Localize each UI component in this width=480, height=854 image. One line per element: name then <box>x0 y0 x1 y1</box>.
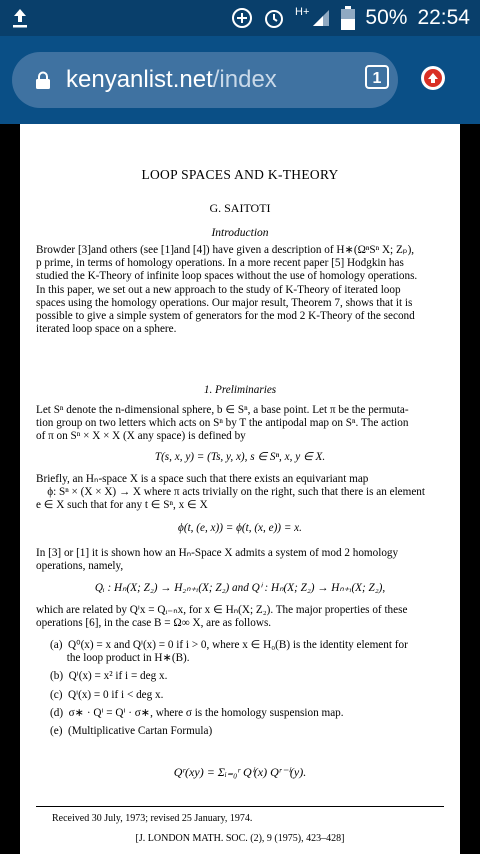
battery-level: 50% <box>365 6 408 29</box>
equation-2: ϕ(t, (e, x)) = ϕ(t, (x, e)) = x. <box>178 522 302 534</box>
text-line: of π on Sⁿ × X × X (X any space) is defined by <box>36 430 246 443</box>
footnote-divider <box>36 806 444 807</box>
text-line: tion group on two letters which acts on Sⁿ by T the antipodal map on Sⁿ. The action <box>36 417 409 430</box>
list-item: (e) (Multiplicative Cartan Formula) <box>50 725 213 738</box>
network-type: H+ <box>295 6 310 18</box>
adblock-button[interactable] <box>421 66 445 90</box>
preliminaries-paragraph <box>36 404 444 444</box>
briefly-paragraph <box>36 473 444 513</box>
text-line: p prime, in terms of homology operations. In a more recent paper [5] Hodgkin has <box>36 257 404 270</box>
footnote-received: Received 30 July, 1973; revised 25 January, 1974. <box>52 813 253 824</box>
url-path: /index <box>212 66 277 93</box>
text-line: In [3] or [1] it is shown how an Hₙ-Space X admits a system of mod 2 homology <box>36 547 399 559</box>
text-line: studied the K-Theory of infinite loop spaces without the use of homology operations. <box>36 270 418 283</box>
text-line: which are related by Qⁱx = Qᵢ₋ₙx, for x ∈ Hₙ(X; Z₂). The major properties of these <box>36 604 408 616</box>
status-icons <box>231 4 470 32</box>
list-item: the loop product in H∗(B). <box>50 652 190 665</box>
footnote-journal: [J. LONDON MATH. SOC. (2), 9 (1975), 423–428] <box>135 833 345 844</box>
address-bar[interactable] <box>12 52 398 108</box>
text-line: e ∈ X such that for any t ∈ Sⁿ, x ∈ X <box>36 499 208 512</box>
section-heading: 1. Preliminaries <box>203 384 277 396</box>
text-line: Let Sⁿ denote the n-dimensional sphere, b ∈ Sⁿ, a base point. Let π be the permuta- <box>36 404 409 416</box>
equation-4: Qʳ(xy) = Σᵢ₌₀ʳ Qⁱ(x) Qʳ⁻ⁱ(y). <box>173 765 307 779</box>
intro-heading: Introduction <box>211 227 269 239</box>
list-item: (d) σ∗ · Qⁱ = Qⁱ · σ∗, where σ is the homology suspension map. <box>50 706 344 719</box>
text-line: operations, namely, <box>36 560 124 573</box>
url-text <box>66 66 277 94</box>
text-line: iterated loop space on a sphere. <box>36 323 177 336</box>
list-item: (c) Qⁱ(x) = 0 if i < deg x. <box>50 688 164 701</box>
battery-icon <box>341 6 355 30</box>
text-line: spaces using the homology operations. Our major result, Theorem 7, shows that it is <box>36 296 413 309</box>
tab-switcher-button[interactable]: 1 <box>365 65 389 89</box>
text-line: ϕ: Sⁿ × (X × X) → X where π acts trivially on the right, such that there is an element <box>36 486 426 499</box>
signal-icon <box>311 8 331 28</box>
url-host: kenyanlist.net <box>66 66 213 93</box>
related-paragraph <box>36 604 444 630</box>
text-line: Browder [3]and others (see [1]and [4]) have given a description of H∗(ΩⁿSⁿ X; Zₚ), <box>36 244 415 256</box>
list-item: (b) Qⁱ(x) = x² if i = deg x. <box>50 670 168 683</box>
intro-paragraph <box>36 244 444 336</box>
list-item: (a) Q⁰(x) = x and Qⁱ(x) = 0 if i > 0, where x ∈ H₀(B) is the identity element for <box>50 639 408 651</box>
status-bar <box>0 0 480 36</box>
data-saver-icon <box>231 7 253 29</box>
lock-icon <box>34 71 52 89</box>
clock: 22:54 <box>417 6 470 29</box>
text-line: In this paper, we set out a new approach to the study of K-Theory of iterated loop <box>36 283 401 296</box>
browser-chrome <box>0 0 480 124</box>
adblock-icon <box>424 69 442 87</box>
alarm-icon <box>263 7 285 29</box>
homology-paragraph <box>36 547 444 573</box>
text-line: possible to give a simple system of generators for the mod 2 K-Theory of the second <box>36 310 415 323</box>
paper-title: LOOP SPACES AND K-THEORY <box>141 167 339 182</box>
text-line: Briefly, an Hₙ-space X is a space such that there exists an equivariant map <box>36 473 369 485</box>
properties-list <box>50 639 444 743</box>
document-page <box>20 124 460 854</box>
equation-3: Qᵢ : Hₙ(X; Z₂) → H₂ₙ₊ᵢ(X; Z₂) and Qⁱ : Hₙ(X; Z₂) → Hₙ₊ᵢ(X; Z₂), <box>94 582 386 594</box>
text-line: operations [6], in the case B = Ω∞ X, are as follows. <box>36 617 272 630</box>
upload-icon <box>8 6 32 30</box>
equation-1: T(s, x, y) = (Ts, y, x), s ∈ Sⁿ, x, y ∈ X. <box>154 451 326 463</box>
paper-author: G. SAITOTI <box>209 201 271 215</box>
